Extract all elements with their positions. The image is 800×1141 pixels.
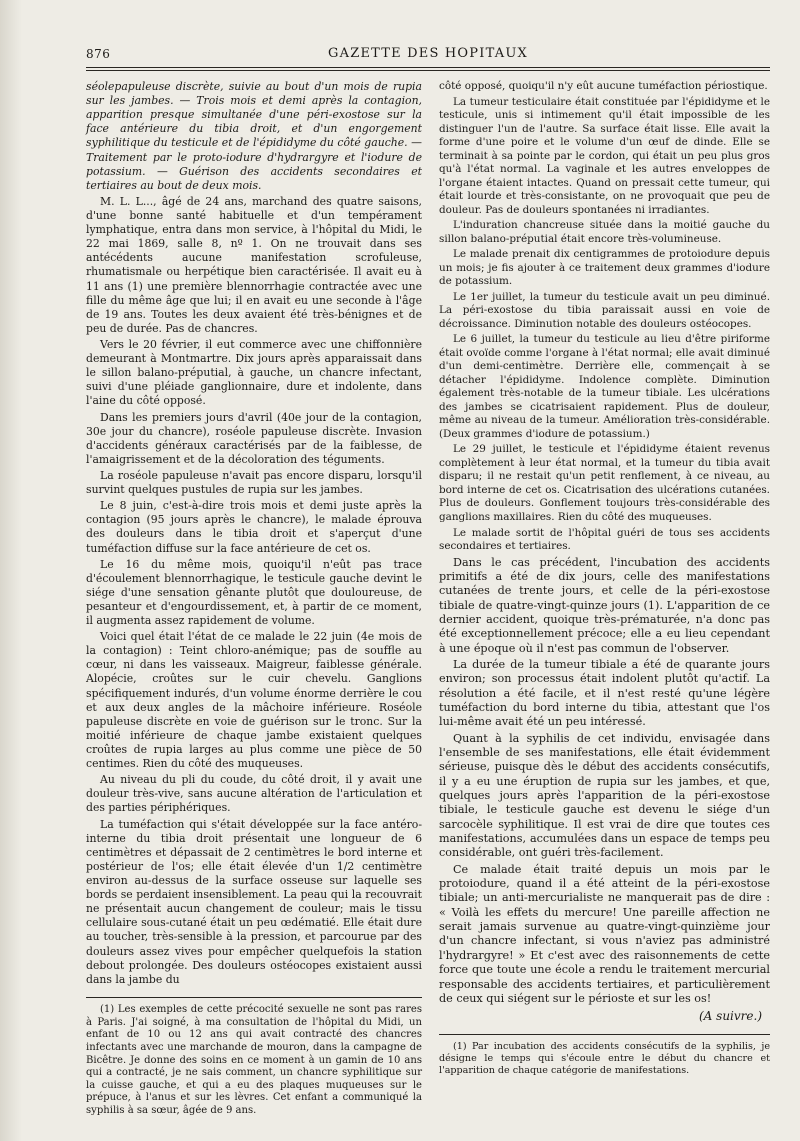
paragraph: Le 6 juillet, la tumeur du testicule au lieu d'être piriforme était ovoïde comme l'organe à l'état normal; elle avait diminué d'un demi-centimètre. Derrière elle, commençait à se détacher l'épididyme. Indolence complète. Diminution également très-notable de la tumeur tibiale. Les ulcérations des jambes se cicatrisaient rapidement. Plus de douleur, même au niveau de la tumeur. Amélioration très-considérable. (Deux grammes d'iodure de potassium.)	[439, 333, 770, 440]
case-summary: séolepapuleuse discrète, suivie au bout d'un mois de rupia sur les jambes. — Trois mois et demi après la contagion, apparition presque simultanée d'une péri-exostose sur la face antérieure du tibia droit, et d'un engorgement syphilitique du testicule et de l'épididyme du côté gauche. — Traitement par le proto-iodure d'hydrargyre et l'iodure de potassium. — Guérison des accidents secondaires et tertiaires au bout de deux mois.	[86, 80, 422, 192]
paragraph: Vers le 20 février, il eut commerce avec une chiffonnière demeurant à Montmartre. Dix jours après apparaissait dans le sillon balano-préputial, à gauche, un chancre infectant, suivi d'une pléiade ganglionnaire, dure et indolente, dans l'aine du côté opposé.	[86, 337, 422, 408]
commentary-paragraph: Dans le cas précédent, l'incubation des accidents primitifs a été de dix jours, celle des manifestations cutanées de trente jours, et celle de la péri-exostose tibiale de quatre-vingt-quinze jours (1). L'apparition de ce dernier accident, quoique très-prématurée, n'a donc pas été exceptionnellement précoce; elle a eu lieu cependant à une époque où il n'est pas commun de l'observer.	[439, 555, 770, 655]
paragraph: La roséole papuleuse n'avait pas encore disparu, lorsqu'il survint quelques pustules de rupia sur les jambes.	[86, 468, 422, 497]
paragraph: Le malade sortit de l'hôpital guéri de tous ses accidents secondaires et tertiaires.	[439, 526, 770, 553]
page-header	[86, 44, 770, 68]
paragraph: L'induration chancreuse située dans la moitié gauche du sillon balano-préputial était encore très-volumineuse.	[439, 219, 770, 245]
paragraph: Le malade prenait dix centigrammes de protoiodure depuis un mois; je fis ajouter à ce traitement deux grammes d'iodure de potassium.	[439, 248, 770, 288]
page-gutter-shadow	[0, 0, 22, 1141]
paragraph: Le 29 juillet, le testicule et l'épididyme étaient revenus complètement à leur état normal, et la tumeur du tibia avait disparu; il ne restait qu'un petit renflement, à ce niveau, au bord interne de cet os. Cicatrisation des ulcérations cutanées. Plus de douleurs. Gonflement toujours très-considérable des ganglions maxillaires. Rien du côté des muqueuses.	[439, 443, 770, 523]
paragraph: Au niveau du pli du coude, du côté droit, il y avait une douleur très-vive, sans aucune altération de l'articulation et des parties périphériques.	[86, 773, 422, 815]
to-be-continued: (A suivre.)	[699, 1009, 762, 1024]
paragraph: La tuméfaction qui s'était développée sur la face antéro-interne du tibia droit présentait une longueur de 6 centimètres et dépassait de 2 centimètres le bord interne et postérieur de l'os; elle était élevée d'un 1/2 centimètre environ au-dessus de la surface osseuse sur laquelle ses bords se perdaient insensiblement. La peau qui la recouvrait ne présentait aucun changement de couleur; mais le tissu cellulaire sous-cutané était un peu œdématié. Elle était dure au toucher, très-sensible à la pression, et parcourue par des douleurs assez vives pour empêcher quelquefois la station debout prolongée. Des douleurs ostéocopes existaient aussi dans la jambe du	[86, 817, 422, 986]
paragraph: Voici quel était l'état de ce malade le 22 juin (4e mois de la contagion) : Teint chloro-anémique; pas de souffle au cœur, ni dans les vaisseaux. Maigreur, faiblesse générale. Alopécie, croûtes sur le cuir chevelu. Ganglions spécifiquement indurés, d'un volume énorme derrière le cou et aux deux angles de la mâchoire inférieure. Roséole papuleuse discrète en voie de guérison sur le tronc. Sur la moitié inférieure de chaque jambe existaient quelques croûtes de rupia larges au plus comme une pièce de 50 centimes. Rien du côté des muqueuses.	[86, 630, 422, 771]
footnote-rule	[86, 997, 422, 998]
paragraph: Le 1er juillet, la tumeur du testicule avait un peu diminué. La péri-exostose du tibia paraissait aussi en voie de décroissance. Diminution notable des douleurs ostéocopes.	[439, 290, 770, 330]
paragraph: Le 8 juin, c'est-à-dire trois mois et demi juste après la contagion (95 jours après le chancre), le malade éprouva des douleurs dans le tibia droit et s'aperçut d'une tuméfaction diffuse sur la face antérieure de cet os.	[86, 499, 422, 555]
paragraph: Le 16 du même mois, quoiqu'il n'eût pas trace d'écoulement blennorrhagique, le testicule gauche devint le siége d'une sensation gênante plutôt que douloureuse, de pesanteur et d'engourdissement, et, à partir de ce moment, il augmenta assez rapidement de volume.	[86, 557, 422, 628]
running-title: GAZETTE DES HOPITAUX	[328, 46, 528, 61]
header-rule-bottom	[86, 70, 770, 71]
footnote: (1) Les exemples de cette précocité sexuelle ne sont pas rares à Paris. J'ai soigné, à ma consultation de l'hôpital du Midi, un enfant de 10 ou 12 ans qui avait contracté des chancres infectants avec une marchande de mouron, dans la campagne de Bicêtre. Je donne des soins en ce moment à un gamin de 10 ans qui a contracté, je ne sais comment, un chancre syphilitique sur la cuisse gauche, et qui a eu des plaques muqueuses sur le prépuce, à l'anus et sur les lèvres. Cet enfant a communiqué la syphilis à sa sœur, âgée de 9 ans.	[86, 1003, 422, 1117]
header-rule-top	[86, 67, 770, 68]
page-number: 876	[86, 47, 111, 61]
commentary-paragraph: Ce malade était traité depuis un mois par le protoiodure, quand il a été atteint de la péri-exostose tibiale; un anti-mercurialiste ne manquerait pas de dire : « Voilà les effets du mercure! Une pareille affection ne serait jamais survenue au quatre-vingt-quinzième jour d'un chancre infectant, si vous n'aviez pas administré l'hydrargyre! » Et c'est avec des raisonnements de cette force que toute une école a rendu le traitement mercurial responsable des accidents tertiaires, et particulièrement de ceux qui siégent sur le périoste et sur les os!	[439, 862, 770, 1005]
commentary-paragraph: La durée de la tumeur tibiale a été de quarante jours environ; son processus était indolent plutôt qu'actif. La résolution a été facile, et il n'est resté qu'une légère tuméfaction du bord interne du tibia, attestant que l'os lui-même avait été un peu intéressé.	[439, 657, 770, 729]
footnote: (1) Par incubation des accidents consécutifs de la syphilis, je désigne le temps qui s'écoule entre le début du chancre et l'apparition de chaque catégorie de manifestations.	[439, 1040, 770, 1076]
paragraph: La tumeur testiculaire était constituée par l'épididyme et le testicule, unis si intimement qu'il était impossible de les distinguer l'un de l'autre. Sa surface était lisse. Elle avait la forme d'une poire et le volume d'un œuf de dinde. Elle se terminait à sa pointe par le cordon, qui était un peu plus gros qu'à l'état normal. La vaginale et les autres enveloppes de l'organe étaient intactes. Quand on pressait cette tumeur, qui était lourde et très-consistante, on ne provoquait que peu de douleur. Pas de douleurs spontanées ni irradiantes.	[439, 95, 770, 216]
right-column	[439, 80, 770, 1079]
commentary-paragraph: Quant à la syphilis de cet individu, envisagée dans l'ensemble de ses manifestations, elle était évidemment sérieuse, puisque dès le début des accidents consécutifs, il y a eu une éruption de rupia sur les jambes, et que, quelques jours après l'apparition de la péri-exostose tibiale, le testicule gauche est devenu le siége d'un sarcocèle syphilitique. Il est vrai de dire que toutes ces manifestations, accumulées dans un espace de temps peu considérable, ont guéri très-facilement.	[439, 731, 770, 860]
left-column	[86, 80, 422, 1120]
paragraph: M. L. L..., âgé de 24 ans, marchand des quatre saisons, d'une bonne santé habituelle et d'un tempérament lymphatique, entra dans mon service, à l'hôpital du Midi, le 22 mai 1869, salle 8, nº 1. On ne trouvait dans ses antécédents aucune manifestation scrofuleuse, rhumatismale ou herpétique bien caractérisée. Il avait eu à 11 ans (1) une première blennorrhagie contractée avec une fille du même âge que lui; il en avait eu une seconde à l'âge de 19 ans. Toutes les deux avaient été très-bénignes et de peu de durée. Pas de chancres.	[86, 194, 422, 335]
footnote-rule	[439, 1034, 770, 1035]
paragraph: côté opposé, quoiqu'il n'y eût aucune tuméfaction périostique.	[439, 80, 768, 92]
paragraph: Dans les premiers jours d'avril (40e jour de la contagion, 30e jour du chancre), roséole papuleuse discrète. Invasion d'accidents généraux caractérisés par de la faiblesse, de l'amaigrissement et de la décoloration des téguments.	[86, 410, 422, 466]
